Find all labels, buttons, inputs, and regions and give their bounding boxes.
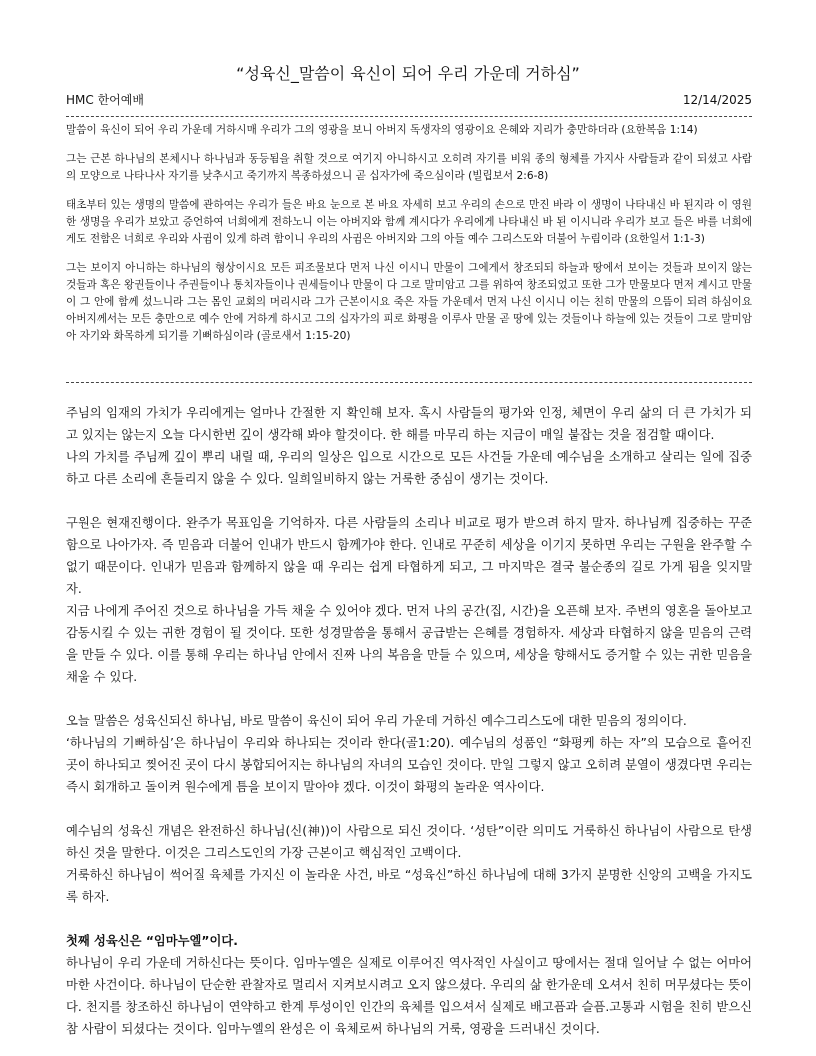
verse-colossians: 그는 보이지 아니하는 하나님의 형상이시요 모든 피조물보다 먼저 나신 이시니 만물이 그에게서 창조되되 하늘과 땅에서 보이는 것들과 보이지 않는 것들과 혹은 왕권들이나 주권들이나 통치자들이나 권세들이나 만물이 다 그로 말미암고 그를 위하여 창조되었고 또한 그가 만물보다 먼저 계시고 만물이 그 안에 함께 섰느니라 그는 몸인 교회의 머리시라 그가 근본이시요 죽은 자들 가운데서 먼저 나신 이시니 이는 친히 만물의 으뜸이 되려 하심이요 아버지께서는 모든 충만으로 예수 안에 거하게 하시고 그의 십자가의 피로 화평을 이루사 만물 곧 땅에 있는 것들이나 하늘에 있는 것들이 그로 말미암아 자기와 화목하게 되기를 기뻐하심이라 (골로새서 1:15-20) xyxy=(66,262,752,342)
paragraph: 주님의 임재의 가치가 우리에게는 얼마나 간절한 지 확인해 보자. 혹시 사람들의 평가와 인정, 체면이 우리 삶의 더 큰 가치가 되고 있지는 않는지 오늘 다시한번 깊이 생각해 봐야 할것이다. 한 해를 마무리 하는 지금이 매일 붙잡는 것을 점검할 때이다. xyxy=(66,406,752,442)
paragraph: ‘하나님의 기뻐하심’은 하나님이 우리와 하나되는 것이라 한다(골1:20). 예수님의 성품인 “화평케 하는 자”의 모습으로 흩어진 곳이 하나되고 찢어진 곳이 다시 봉합되어지는 하나님의 자녀의 모습인 것이다. 만일 그렇지 않고 오히려 분열이 생겼다면 우리는 즉시 회개하고 돌이켜 원수에게 틈을 보이지 말아야 겠다. 이것이 화평의 놀라운 역사이다. xyxy=(66,736,752,794)
bottom-dashed-divider xyxy=(66,382,752,383)
paragraph: 오늘 말씀은 성육신되신 하나님, 바로 말씀이 육신이 되어 우리 가운데 거하신 예수그리스도에 대한 믿음의 정의이다. xyxy=(66,714,687,728)
paragraph: 거룩하신 하나님이 썩어질 육체를 가지신 이 놀라운 사건, 바로 “성육신”하신 하나님에 대해 3가지 분명한 신앙의 고백을 가지도록 하자. xyxy=(66,868,752,904)
paragraph: 나의 가치를 주님께 깊이 뿌리 내릴 때, 우리의 일상은 입으로 시간으로 모든 사건들 가운데 예수님을 소개하고 살리는 일에 집중하고 다른 소리에 흔들리지 않을 수 있다. 일희일비하지 않는 거룩한 중심이 생기는 것이다. xyxy=(66,450,752,486)
verse-john: 말씀이 육신이 되어 우리 가운데 거하시매 우리가 그의 영광을 보니 아버지 독생자의 영광이요 은혜와 지리가 충만하더라 (요한복음 1:14) xyxy=(66,124,698,136)
document-title: “성육신_말씀이 육신이 되어 우리 가운데 거하심” xyxy=(236,64,580,83)
date-label: 12/14/2025 xyxy=(682,93,752,107)
paragraph: 지금 나에게 주어진 것으로 하나님을 가득 채울 수 있어야 겠다. 먼저 나의 공간(집, 시간)을 오픈해 보자. 주변의 영혼을 돌아보고 감동시킬 수 있는 귀한 경험이 될 것이다. 또한 성경말씀을 통해서 공급받는 은혜를 경험하자. 세상과 타협하지 않을 믿음의 근력을 만들 수 있다. 이를 통해 우리는 하나님 안에서 진짜 나의 복음을 만들 수 있으며, 세상을 향해서도 증거할 수 있는 귀한 믿음을 채울 수 있다. xyxy=(66,604,752,684)
sermon-body xyxy=(66,402,752,1040)
verse-philippians: 그는 근본 하나님의 본체시나 하나님과 동등됨을 취할 것으로 여기지 아니하시고 오히려 자기를 비워 종의 형체를 가지사 사람들과 같이 되셨고 사람의 모양으로 나타나사 자기를 낮추시고 죽기까지 복종하셨으니 곧 십자가에 죽으심이라 (빌립보서 2:6-8) xyxy=(66,153,752,182)
paragraph: 예수님의 성육신 개념은 완전하신 하나님(신(神))이 사람으로 되신 것이다. ‘성탄”이란 의미도 거룩하신 하나님이 사람으로 탄생하신 것을 말한다. 이것은 그리스도인의 가장 근본이고 핵심적인 고백이다. xyxy=(66,824,752,860)
verse-1john: 태초부터 있는 생명의 말씀에 관하여는 우리가 들은 바요 눈으로 본 바요 자세히 보고 우리의 손으로 만진 바라 이 생명이 나타내신 바 된지라 이 영원한 생명을 우리가 보았고 증언하여 너희에게 전하노니 이는 아버지와 함께 계시다가 우리에게 나타내신 바 된 이시니라 우리가 보고 들은 바를 너희에게도 전함은 너희로 우리와 사귐이 있게 하려 함이니 우리의 사귐은 아버지와 그의 아들 예수 그리스도와 더불어 누림이라 (요한일서 1:1-3) xyxy=(66,199,752,245)
section-heading: 첫째 성육신은 “임마누엘”이다. xyxy=(66,934,238,948)
paragraph: 하나님이 우리 가운데 거하신다는 뜻이다. 임마누엘은 실제로 이루어진 역사적인 사실이고 땅에서는 절대 일어날 수 없는 어마어마한 사건이다. 하나님이 단순한 관찰자로 멀리서 지켜보시려고 오지 않으셨다. 우리의 삶 한가운데 오셔서 친히 머무셨다는 뜻이다. 천지를 창조하신 하나님이 연약하고 한계 투성이인 인간의 육체를 입으셔서 실제로 배고픔과 슬픔.고통과 시험을 친히 받으신 참 사람이 되셨다는 것이다. 임마누엘의 완성은 이 육체로써 하나님의 거룩, 영광을 드러내신 것이다. xyxy=(66,956,752,1036)
top-dashed-divider xyxy=(66,116,752,117)
paragraph: 구원은 현재진행이다. 완주가 목표임을 기억하자. 다른 사람들의 소리나 비교로 평가 받으려 하지 말자. 하나님께 집중하는 꾸준함으로 나아가자. 즉 믿음과 더불어 인내가 반드시 함께가야 한다. 인내로 꾸준히 세상을 이기지 못하면 우리는 구원을 완주할 수 없기 때문이다. 인내가 믿음과 함께하지 않을 때 우리는 쉽게 타협하게 되고, 그 마지막은 결국 불순종의 길로 가게 됨을 잊지말자. xyxy=(66,516,752,596)
organization-label: HMC 한어예배 xyxy=(66,93,144,107)
scripture-verses xyxy=(66,122,752,357)
